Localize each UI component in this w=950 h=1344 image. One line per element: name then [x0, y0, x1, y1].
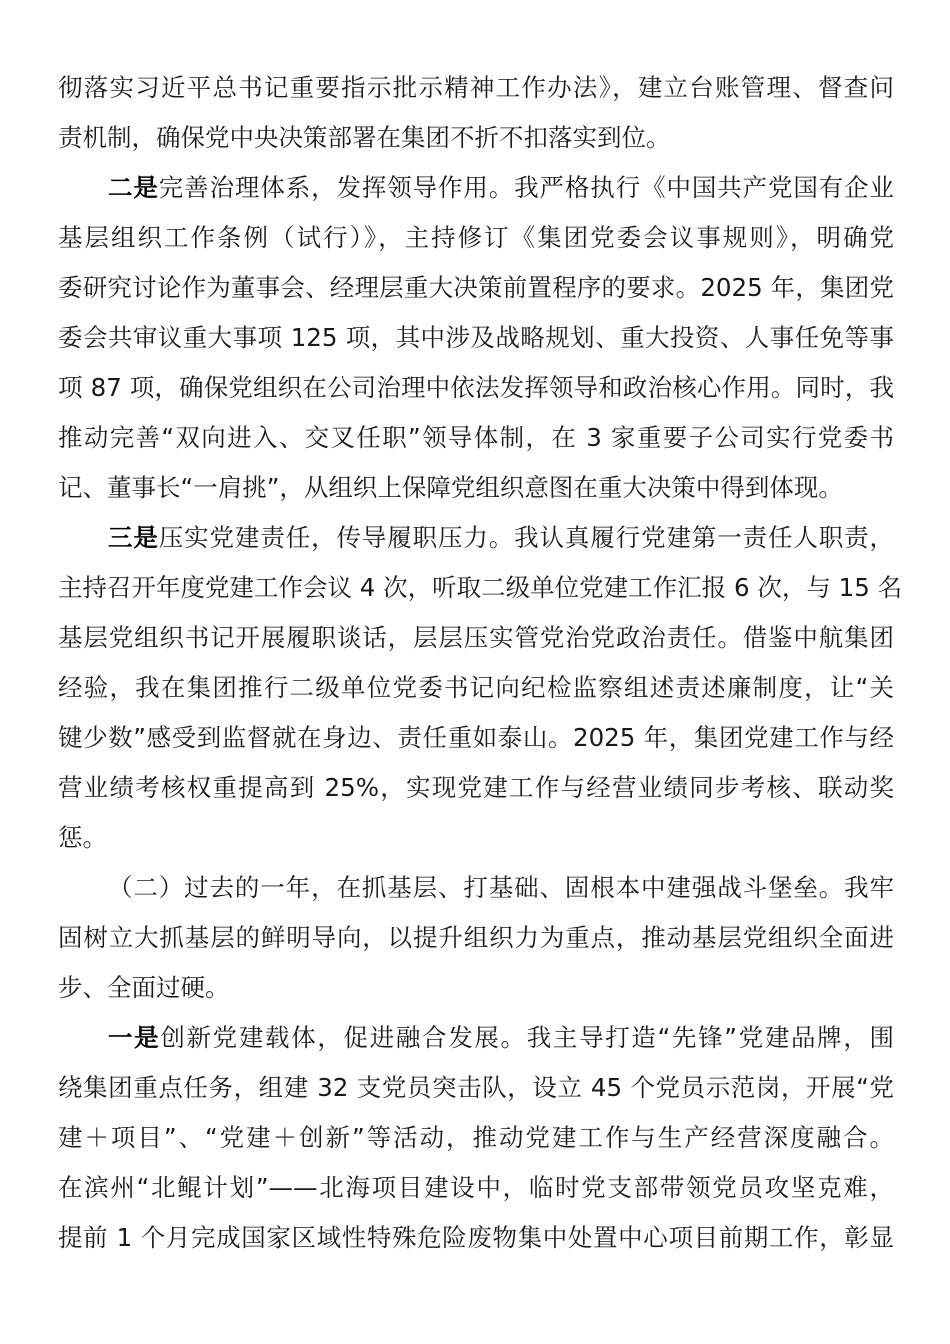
text-line: 委研究讨论作为董事会、经理层重大决策前置程序的要求。2025 年，集团党	[58, 273, 894, 302]
text-line: 推动完善“双向进入、交叉任职”领导体制，在 3 家重要子公司实行党委书	[58, 423, 894, 452]
text-line: 主持召开年度党建工作会议 4 次，听取二级单位党建工作汇报 6 次，与 15 名	[58, 573, 903, 602]
text-line: 一是创新党建载体，促进融合发展。我主导打造“先锋”党建品牌，围	[108, 1023, 894, 1052]
bold-lead: 三是	[108, 523, 159, 552]
bold-lead: 一是	[108, 1023, 161, 1052]
text-line: 提前 1 个月完成国家区域性特殊危险废物集中处置中心项目前期工作，彰显	[58, 1223, 894, 1252]
text-line: 项 87 项，确保党组织在公司治理中依法发挥领导和政治核心作用。同时，我	[58, 373, 894, 402]
text-line: 经验，我在集团推行二级单位党委书记向纪检监察组述责述廉制度，让“关	[58, 673, 894, 702]
text-line: 步、全面过硬。	[58, 973, 230, 1002]
text-line: （二）过去的一年，在抓基层、打基础、固根本中建强战斗堡垒。我牢	[108, 873, 894, 902]
text-line: 固树立大抓基层的鲜明导向，以提升组织力为重点，推动基层党组织全面进	[58, 923, 894, 952]
text-line: 基层党组织书记开展履职谈话，层层压实管党治党政治责任。借鉴中航集团	[58, 623, 894, 652]
text-line: 键少数”感受到监督就在身边、责任重如泰山。2025 年，集团党建工作与经	[58, 723, 894, 752]
text-line: 绕集团重点任务，组建 32 支党员突击队，设立 45 个党员示范岗，开展“党	[58, 1073, 894, 1102]
text-line: 彻落实习近平总书记重要指示批示精神工作办法》，建立台账管理、督查问	[58, 73, 894, 102]
text-line: 委会共审议重大事项 125 项，其中涉及战略规划、重大投资、人事任免等事	[58, 323, 894, 352]
text-line: 三是压实党建责任，传导履职压力。我认真履行党建第一责任人职责，	[108, 523, 895, 552]
text-line: 营业绩考核权重提高到 25%，实现党建工作与经营业绩同步考核、联动奖	[58, 773, 894, 802]
bold-lead: 二是	[108, 173, 159, 202]
text-line: 二是完善治理体系，发挥领导作用。我严格执行《中国共产党国有企业	[108, 173, 895, 202]
text-line: 惩。	[58, 823, 107, 852]
text-line: 在滨州“北鲲计划”——北海项目建设中，临时党支部带领党员攻坚克难，	[58, 1173, 894, 1202]
text-line: 建＋项目”、“党建＋创新”等活动，推动党建工作与生产经营深度融合。	[58, 1123, 894, 1152]
text-line: 责机制，确保党中央决策部署在集团不折不扣落实到位。	[58, 123, 671, 152]
text-line: 记、董事长“一肩挑”，从组织上保障党组织意图在重大决策中得到体现。	[58, 473, 843, 502]
text-line: 基层组织工作条例（试行）》，主持修订《集团党委会议事规则》，明确党	[58, 223, 894, 252]
